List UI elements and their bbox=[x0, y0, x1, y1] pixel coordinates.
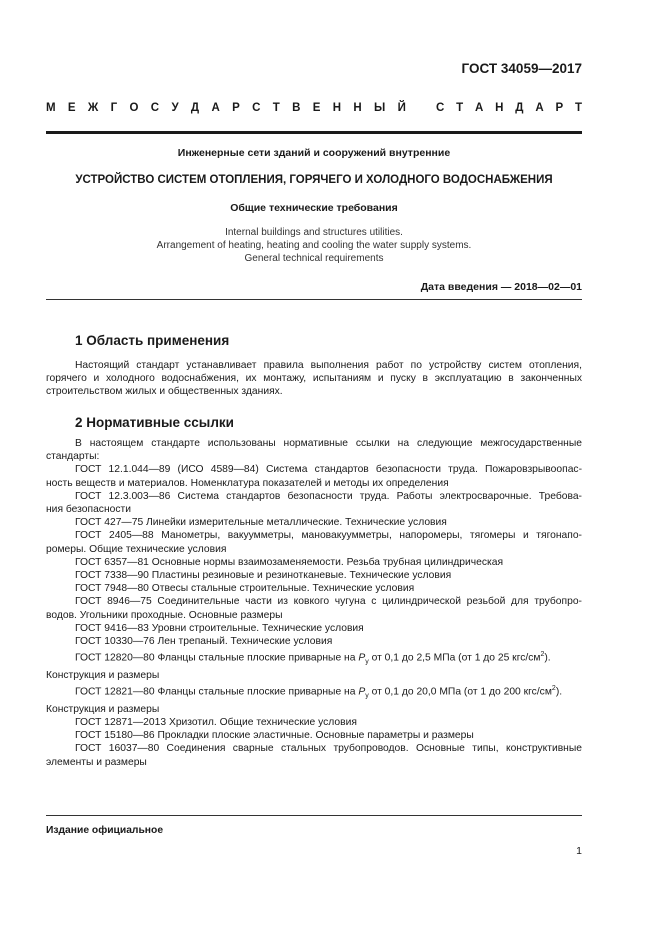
banner-letter: Т bbox=[456, 102, 464, 114]
banner-letter: С bbox=[252, 102, 261, 114]
text-line: Настоящий стандарт устанавливает правила выполнения работ по устройству систем отопления, bbox=[75, 360, 582, 371]
reference-line: ГОСТ 8946—75 Соединительные части из ковкого чугуна с цилиндрической резьбой для трубопро- bbox=[75, 596, 582, 608]
introduction-date: Дата введения — 2018—02—01 bbox=[420, 281, 582, 293]
banner-letter: А bbox=[211, 102, 220, 114]
banner-letter: Р bbox=[555, 102, 564, 114]
banner-letter: Й bbox=[397, 102, 406, 114]
reference-line: ГОСТ 7948—80 Отвесы стальные строительные. Технические условия bbox=[75, 583, 415, 595]
banner-letter: О bbox=[129, 102, 139, 114]
close-paren: ). bbox=[555, 686, 563, 698]
reference-line: Конструкция и размеры bbox=[46, 703, 160, 715]
reference-line: ния безопасности bbox=[46, 504, 131, 516]
reference-line: ГОСТ 2405—88 Манометры, вакуумметры, мановакуумметры, напоромеры, тягомеры и тягонапо- bbox=[75, 530, 582, 542]
banner-letter: Д bbox=[190, 102, 200, 114]
reference-line: ГОСТ 7338—90 Пластины резиновые и резинотканевые. Технические условия bbox=[75, 570, 452, 582]
section-2-heading: 2 Нормативные ссылки bbox=[75, 415, 234, 430]
banner-letter: В bbox=[292, 102, 301, 114]
reference-text: от 0,1 до 20,0 МПа (от 1 до 200 кгс/см bbox=[371, 686, 552, 698]
date-rule bbox=[46, 299, 582, 300]
section-1-heading: 1 Область применения bbox=[75, 333, 230, 348]
pressure-symbol: P bbox=[358, 652, 366, 664]
official-edition-label: Издание официальное bbox=[46, 825, 164, 836]
document-subtitle: Общие технические требования bbox=[230, 202, 398, 214]
banner-letter: Д bbox=[515, 102, 524, 114]
reference-line bbox=[46, 682, 582, 703]
banner-letter: С bbox=[436, 102, 445, 114]
banner-letter: М bbox=[46, 102, 56, 114]
banner-letter: Е bbox=[312, 102, 321, 114]
banner-word-interstate bbox=[46, 102, 406, 114]
page-number: 1 bbox=[576, 845, 582, 857]
header-rule bbox=[46, 131, 582, 134]
gost-code: ГОСТ 34059—2017 bbox=[461, 61, 582, 76]
reference-line: ГОСТ 12871—2013 Хризотил. Общие технические условия bbox=[75, 717, 357, 728]
close-paren: ). bbox=[544, 652, 551, 664]
banner-letter: Н bbox=[353, 102, 362, 114]
english-title-line: General technical requirements bbox=[244, 253, 384, 264]
reference-line: ность веществ и материалов. Номенклатура показателей и методы их определения bbox=[46, 477, 449, 489]
banner-letter: А bbox=[475, 102, 484, 114]
banner-letter: Т bbox=[272, 102, 280, 114]
banner-letter: Н bbox=[332, 102, 342, 114]
document-title: УСТРОЙСТВО СИСТЕМ ОТОПЛЕНИЯ, ГОРЯЧЕГО И ХОЛОДНОГО ВОДОСНАБЖЕНИЯ bbox=[75, 174, 553, 186]
banner-letter: У bbox=[171, 102, 179, 114]
superscript-2: 2 bbox=[551, 685, 556, 693]
text-line: В настоящем стандарте использованы нормативные ссылки на следующие межгосударственные bbox=[75, 438, 582, 449]
reference-line: ГОСТ 12.3.003—86 Система стандартов безопасности труда. Работы электросварочные. Требова- bbox=[75, 490, 582, 502]
interstate-standard-banner bbox=[46, 102, 582, 114]
banner-letter: Н bbox=[495, 102, 504, 114]
banner-letter: Т bbox=[574, 102, 582, 114]
reference-line: ГОСТ 10330—76 Лен трепаный. Технические условия bbox=[75, 636, 333, 648]
section-1-text bbox=[46, 359, 582, 399]
reference-line: ГОСТ 9416—83 Уровни строительные. Технические условия bbox=[75, 622, 364, 634]
pressure-subscript: y bbox=[365, 658, 369, 666]
banner-letter: Ж bbox=[87, 102, 99, 114]
banner-letter: Ы bbox=[374, 102, 386, 114]
banner-letter: Р bbox=[232, 102, 240, 114]
reference-text: ГОСТ 12821—80 Фланцы стальные плоские приварные на bbox=[75, 686, 356, 698]
reference-line: ГОСТ 16037—80 Соединения сварные стальных трубопроводов. Основные типы, конструктивные bbox=[75, 743, 582, 755]
banner-letter: Е bbox=[67, 102, 76, 114]
pressure-subscript: y bbox=[365, 692, 369, 700]
reference-line: элементы и размеры bbox=[46, 756, 147, 768]
text-line: строительством жилых и общественных зданиях. bbox=[46, 386, 283, 398]
reference-line: ромеры. Общие технические условия bbox=[46, 543, 227, 555]
title-subject: Инженерные сети зданий и сооружений внутренние bbox=[177, 147, 451, 159]
reference-text: ГОСТ 12820—80 Фланцы стальные плоские приварные на bbox=[75, 652, 356, 664]
reference-line: Конструкция и размеры bbox=[46, 669, 160, 681]
reference-line bbox=[46, 648, 582, 669]
banner-letter: А bbox=[535, 102, 544, 114]
pressure-symbol: P bbox=[358, 686, 366, 698]
reference-text: от 0,1 до 2,5 МПа (от 1 до 25 кгс/см bbox=[371, 652, 541, 664]
text-line: горячего и холодного водоснабжения, их монтажу, испытаниям и пуску в эксплуатацию в законченных bbox=[46, 373, 582, 385]
superscript-2: 2 bbox=[540, 651, 545, 659]
banner-letter: С bbox=[150, 102, 160, 114]
banner-letter: Г bbox=[110, 102, 118, 114]
reference-line: ГОСТ 6357—81 Основные нормы взаимозаменяемости. Резьба трубная цилиндрическая bbox=[75, 556, 504, 568]
reference-line: водов. Угольники проходные. Основные размеры bbox=[46, 609, 283, 621]
section-2-text bbox=[46, 437, 582, 769]
reference-line: ГОСТ 12.1.044—89 (ИСО 4589—84) Система стандартов безопасности труда. Пожаровзрывоопас- bbox=[75, 464, 582, 476]
english-title bbox=[46, 226, 582, 265]
banner-word-standard bbox=[436, 102, 582, 114]
english-title-line: Arrangement of heating, heating and cooling the water supply systems. bbox=[156, 240, 472, 251]
english-title-line: Internal buildings and structures utilities. bbox=[225, 227, 403, 238]
reference-line: ГОСТ 15180—86 Прокладки плоские эластичные. Основные параметры и размеры bbox=[75, 730, 474, 742]
text-line: стандарты: bbox=[46, 451, 100, 463]
reference-line: ГОСТ 427—75 Линейки измерительные металлические. Технические условия bbox=[75, 517, 447, 529]
footer-rule bbox=[46, 815, 582, 816]
